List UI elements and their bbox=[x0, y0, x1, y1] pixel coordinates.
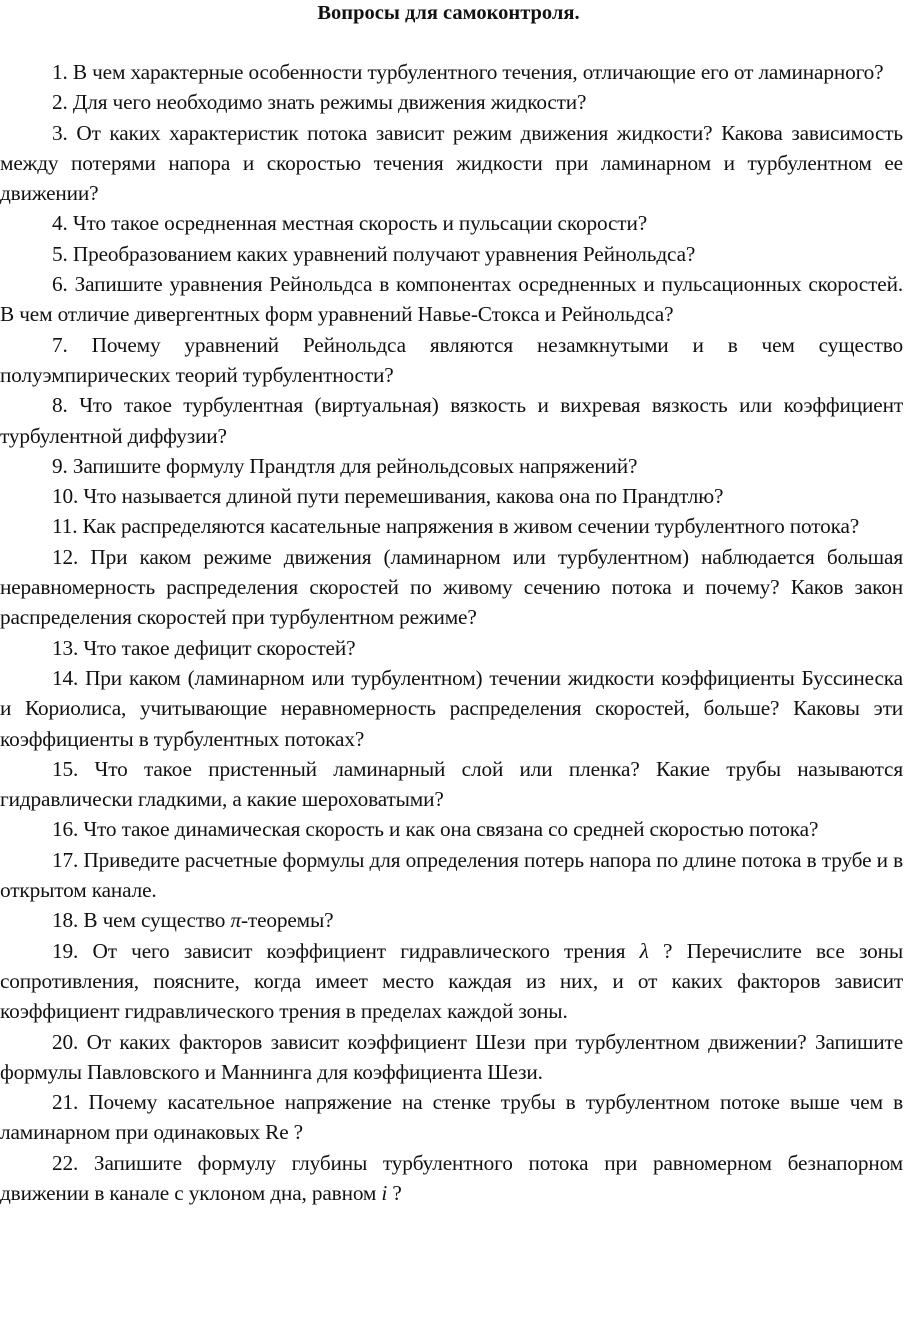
question-item: 15. Что такое пристенный ламинарный слой или пленка? Какие трубы называются гидравлически гладкими, а какие шероховатыми? bbox=[0, 756, 903, 812]
question-item bbox=[0, 1087, 905, 1148]
question-text-after: ? bbox=[288, 1120, 303, 1145]
question-item: 20. От каких факторов зависит коэффициент Шези при турбулентном движении? Запишите формулы Павловского и Маннинга для коэффициента Шези. bbox=[0, 1029, 903, 1084]
question-item: 4. Что такое осредненная местная скорость и пульсации скорости? bbox=[52, 211, 647, 236]
question-item: 11. Как распределяются касательные напряжения в живом сечении турбулентного потока? bbox=[52, 514, 860, 539]
question-item: 6. Запишите уравнения Рейнольдса в компонентах осредненных и пульсационных скоростей. В чем отличие дивергентных форм уравнений Навье-Стокса и Рейнольдса? bbox=[0, 272, 903, 327]
questions-list bbox=[0, 57, 905, 1208]
question-item: 2. Для чего необходимо знать режимы движения жидкости? bbox=[52, 90, 587, 115]
question-text-after: ? Перечислите все зоны сопротивления, поясните, когда имеет место каждая из них, и от каких факторов зависит коэффициент гидравлического трения в пределах каждой зоны. bbox=[0, 938, 903, 1024]
lambda-symbol: λ bbox=[639, 938, 649, 963]
question-item bbox=[0, 905, 905, 935]
reynolds-number-symbol: Re bbox=[265, 1120, 289, 1145]
question-item bbox=[0, 936, 905, 1027]
question-text-before: 21. Почему касательное напряжение на стенке трубы в турбулентном потоке выше чем в ламинарном при одинаковых bbox=[0, 1090, 903, 1145]
question-text-after: ? bbox=[387, 1180, 402, 1205]
question-item: 13. Что такое дефицит скоростей? bbox=[52, 635, 356, 660]
question-text-before: 22. Запишите формулу глубины турбулентного потока при равномерном безнапорном движении в канале с уклоном дна, равном bbox=[0, 1150, 903, 1205]
question-item: 16. Что такое динамическая скорость и как она связана со средней скоростью потока? bbox=[52, 817, 819, 842]
question-item: 8. Что такое турбулентная (виртуальная) вязкость и вихревая вязкость или коэффициент турбулентной диффузии? bbox=[0, 393, 903, 448]
question-item: 10. Что называется длиной пути перемешивания, какова она по Прандтлю? bbox=[52, 484, 724, 509]
question-item: 5. Преобразованием каких уравнений получают уравнения Рейнольдса? bbox=[52, 241, 696, 266]
pi-symbol: π bbox=[230, 908, 241, 933]
question-text-before: 18. В чем существо bbox=[52, 908, 231, 933]
question-item: 1. В чем характерные особенности турбулентного течения, отличающие его от ламинарного? bbox=[52, 60, 884, 84]
question-item: 17. Приведите расчетные формулы для определения потерь напора по длине потока в трубе и в открытом канале. bbox=[0, 847, 903, 903]
page-title: Вопросы для самоконтроля. bbox=[317, 2, 580, 24]
question-text-after: -теоремы? bbox=[240, 908, 334, 933]
slope-symbol: i bbox=[381, 1180, 388, 1205]
question-text-before: 19. От чего зависит коэффициент гидравлического трения bbox=[52, 938, 640, 963]
question-item: 7. Почему уравнений Рейнольдса являются незамкнутыми и в чем существо полуэмпирических теорий турбулентности? bbox=[0, 332, 903, 387]
question-item: 9. Запишите формулу Прандтля для рейнольдсовых напряжений? bbox=[52, 453, 638, 478]
question-item: 12. При каком режиме движения (ламинарном или турбулентном) наблюдается большая неравномерность распределения скоростей по живому сечению потока и почему? Каков закон распределения скоростей при турбулентном режиме? bbox=[0, 544, 903, 630]
question-item bbox=[0, 1148, 905, 1209]
question-item: 3. От каких характеристик потока зависит режим движения жидкости? Какова зависимость между потерями напора и скоростью течения жидкости при ламинарном и турбулентном ее движении? bbox=[0, 120, 903, 206]
question-item: 14. При каком (ламинарном или турбулентном) течении жидкости коэффициенты Буссинеска и Кориолиса, учитывающие неравномерность распределения скоростей, больше? Каковы эти коэффициенты в турбулентных потоках? bbox=[0, 665, 903, 751]
